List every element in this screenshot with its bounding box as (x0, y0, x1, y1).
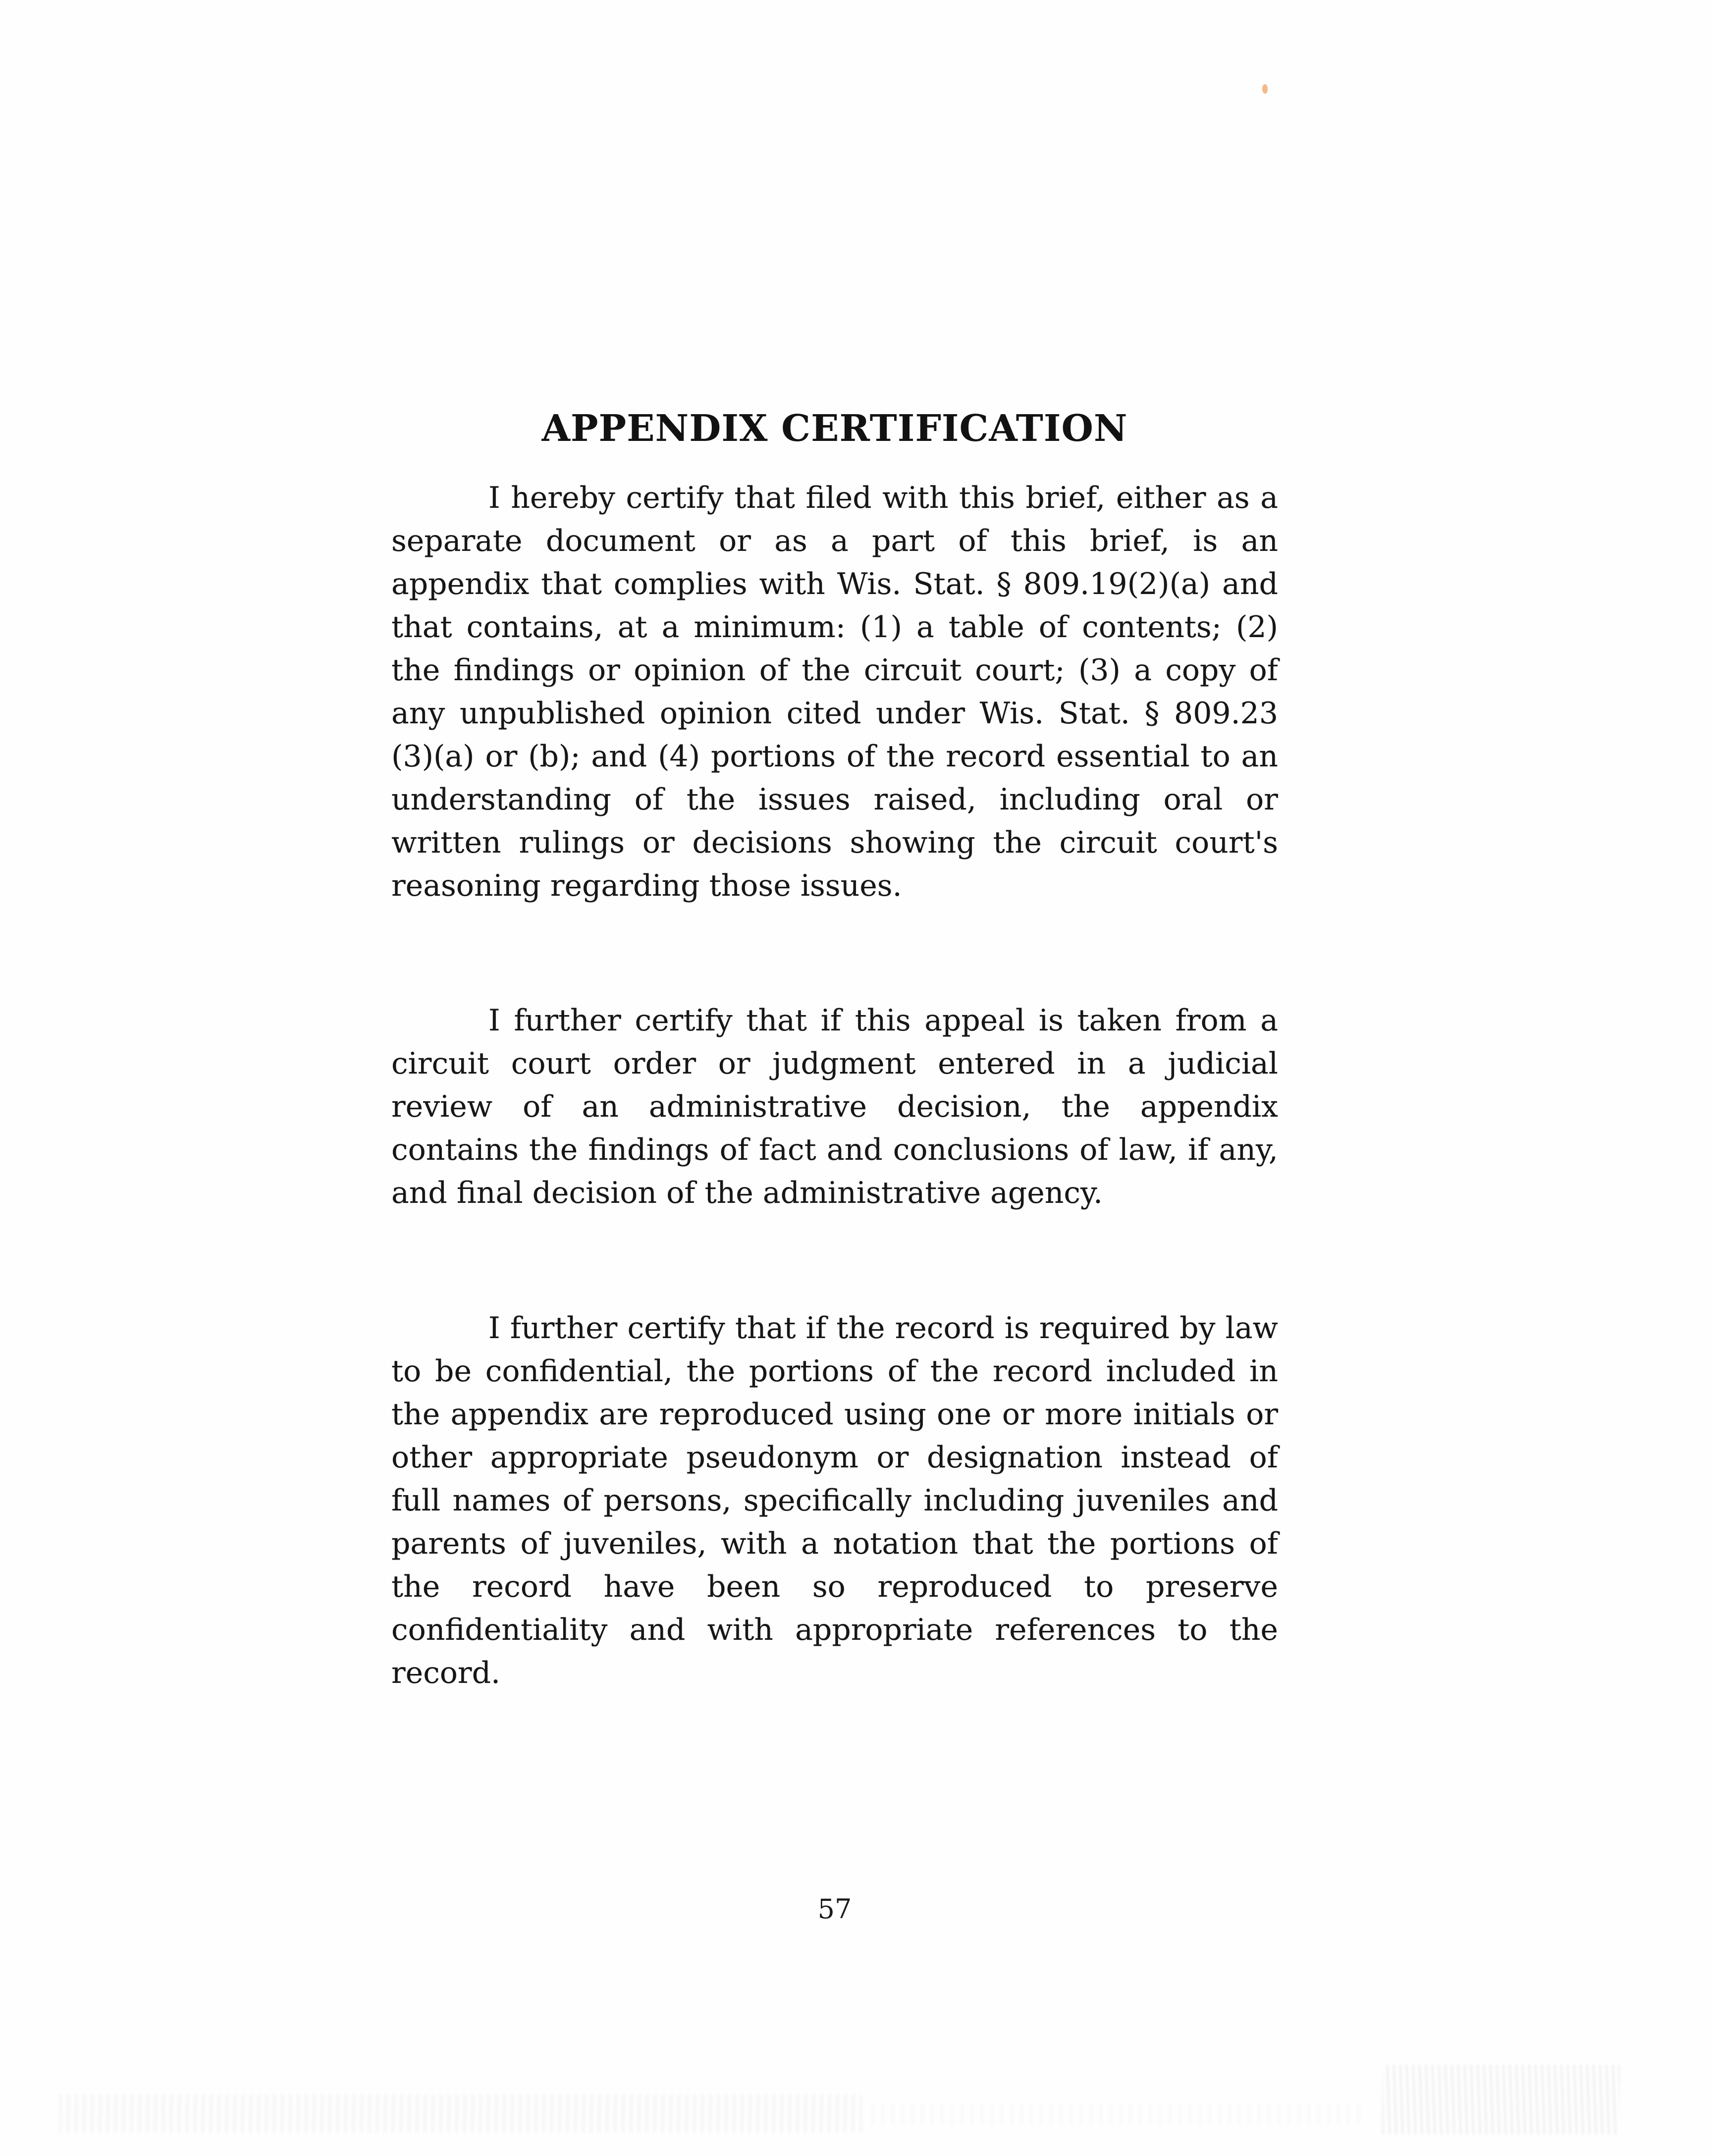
certification-paragraph-1: I hereby certify that filed with this brief, either as a separate document or as a part of this brief, is an appendix that complies with Wis. Stat. § 809.19(2)(a) and that contains, at a minimum: (1) a table of contents; (2) the findings or opinion of the circuit court; (3) a copy of any unpublished opinion cited under Wis. Stat. § 809.23 (3)(a) or (b); and (4) portions of the record essential to an understanding of the issues raised, including oral or written rulings or decisions showing the circuit court's reasoning regarding those issues. (391, 481, 1278, 903)
page-title: APPENDIX CERTIFICATION (541, 407, 1128, 450)
scan-smudge-artifact-left (59, 2095, 862, 2133)
scan-smudge-artifact-middle (872, 2103, 1367, 2125)
page-number: 57 (817, 1893, 852, 1925)
certification-paragraph-3: I further certify that if the record is required by law to be confidential, the portions of the record included in the appendix are reproduced using one or more initials or other appropriate pseudonym or designation instead of full names of persons, specifically including juveniles and parents of juveniles, with a notation that the portions of the record have been so reproduced to preserve confidentiality and with appropriate references to the record. (391, 1311, 1278, 1690)
certification-paragraph-2: I further certify that if this appeal is taken from a circuit court order or judgment entered in a judicial review of an administrative decision, the appendix contains the findings of fact and conclusions of law, if any, and final decision of the administrative agency. (391, 1003, 1278, 1210)
scan-speck-artifact (1262, 84, 1268, 94)
scan-smudge-artifact-right (1382, 2065, 1620, 2134)
